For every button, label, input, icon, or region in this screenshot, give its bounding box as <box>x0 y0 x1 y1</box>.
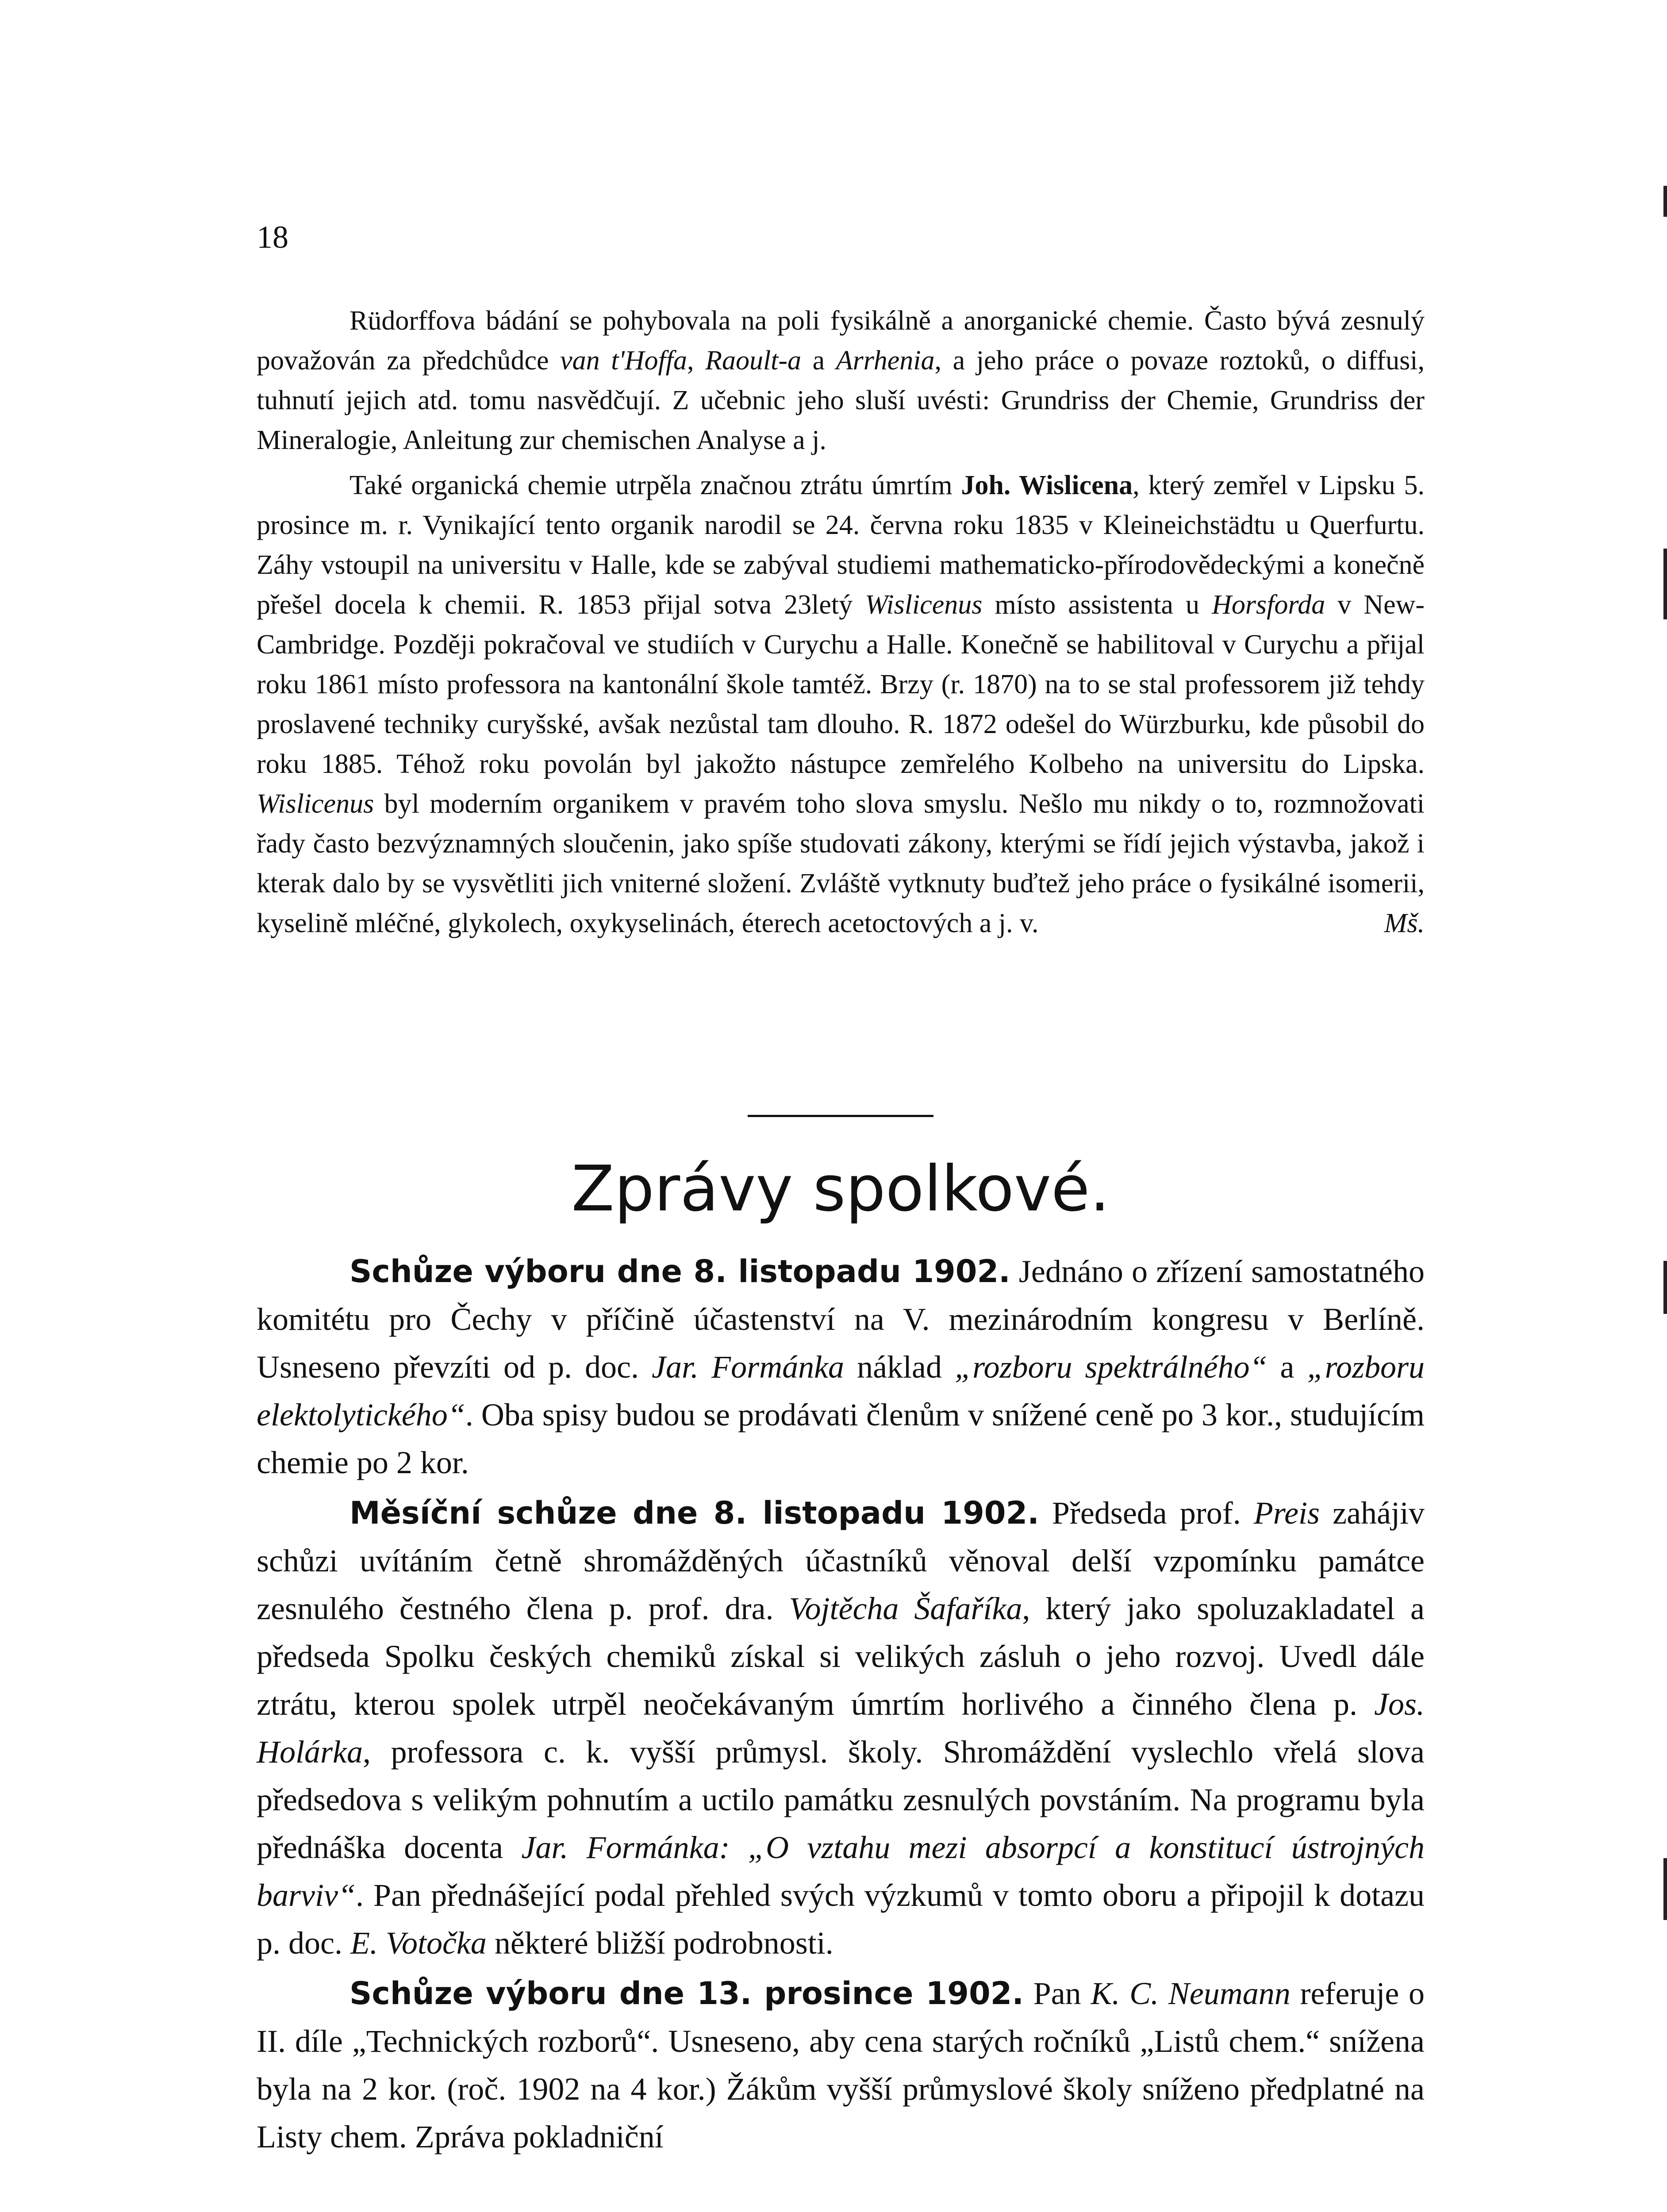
name-arrhenius: Arrhenia <box>836 346 935 376</box>
section-divider <box>748 1115 933 1117</box>
report-heading: Měsíční schůze dne 8. listopadu 1902. <box>350 1495 1039 1531</box>
name-vant-hoff: van t'Hoffa <box>560 346 687 376</box>
author-signature: Mš. <box>1384 908 1425 938</box>
society-reports <box>257 1248 1425 2163</box>
paragraph-rudorff: Rüdorffova bádání se pohybovala na poli fysikálně a anorganické chemie. Často bývá zesnulý považován za předchůdce van t'Hoffa, Raoult-a a Arrhenia, a jeho práce o povaze roztoků, o diffusi, tuhnutí jejich atd. tomu nasvědčují. Z učebnic jeho sluší uvésti: Grundriss der Chemie, Grundriss der Mineralogie, Anleitung zur chemischen Analyse a j. <box>257 306 1425 455</box>
scan-edge-mark <box>1663 549 1667 619</box>
scan-edge-mark <box>1663 1261 1667 1314</box>
article-obituary <box>257 301 1425 949</box>
name-horsford: Horsforda <box>1212 590 1325 620</box>
scan-edge-mark <box>1663 186 1667 217</box>
report-monthly-nov: Měsíční schůze dne 8. listopadu 1902. Předseda prof. Preis zahájiv schůzi uvítáním četně shromážděných účastníků věnoval delší vzpomínku památce zesnulého čestného člena p. prof. dra. Vojtěcha Šafaříka, který jako spoluzakladatel a předseda Spolku českých chemiků získal si velikých zásluh o jeho rozvoj. Uvedl dále ztrátu, kterou spolek utrpěl neočekávaným úmrtím horlivého a činného člena p. Jos. Holárka, professora c. k. vyšší průmysl. školy. Shromáždění vyslechlo vřelá slova předsedova s velikým pohnutím a uctilo památku zesnulých povstáním. Na programu byla přednáška docenta Jar. Formánka: „O vztahu mezi absorpcí a konstitucí ústrojných barviv“. Pan přednášející podal přehled svých výzkumů v tomto oboru a připojil k dotazu p. doc. E. Votočka některé bližší podrobnosti. <box>257 1495 1425 1961</box>
report-heading: Schůze výboru dne 8. listopadu 1902. <box>350 1253 1010 1290</box>
section-title: Zprávy spolkové. <box>571 1152 1110 1225</box>
paragraph-wislicenus: Také organická chemie utrpěla značnou ztrátu úmrtím Joh. Wislicena, který zemřel v Lipsku 5. prosince m. r. Vynikající tento organik narodil se 24. června roku 1835 v Kleineichstädtu u Querfurtu. Záhy vstoupil na universitu v Halle, kde se zabýval studiemi mathematicko-přírodovědeckými a konečně přešel docela k chemii. R. 1853 přijal sotva 23letý Wislicenus místo assistenta u Horsforda v New-Cambridge. Později pokračoval ve studiích v Curychu a Halle. Konečně se habilitoval v Curychu a přijal roku 1861 místo professora na kantonální škole tamtéž. Brzy (r. 1870) na to se stal professorem již tehdy proslavené techniky curyšské, avšak nezůstal tam dlouho. R. 1872 odešel do Würzburku, kde působil do roku 1885. Téhož roku povolán byl jakožto nástupce zemřelého Kolbeho na universitu do Lipska. Wislicenus byl moderním organikem v pravém toho slova smyslu. Nešlo mu nikdy o to, rozmnožovati řady často bezvýznamných sloučenin, jako spíše studovati zákony, kterými se řídí jejich výstavba, jakož i kterak dalo by se vysvětliti jich vniterné složení. Zvláště vytknuty buďtež jeho práce o fysikálné isomerii, kyselině mléčné, glykolech, oxykyselinách, éterech acetoctových a j. v. Mš. <box>257 465 1425 943</box>
scan-edge-mark <box>1663 1858 1667 1920</box>
report-committee-dec: Schůze výboru dne 13. prosince 1902. Pan K. C. Neumann referuje o II. díle „Technických rozborů“. Usneseno, aby cena starých ročníků „Listů chem.“ snížena byla na 2 kor. (roč. 1902 na 4 kor.) Žákům vyšší průmyslové školy sníženo předplatné na Listy chem. Zpráva pokladniční <box>257 1975 1425 2154</box>
name-wislicenus-bold: Joh. Wislicena <box>961 470 1133 500</box>
page-number: 18 <box>257 219 288 255</box>
report-heading: Schůze výboru dne 13. prosince 1902. <box>350 1975 1024 2012</box>
report-committee-nov: Schůze výboru dne 8. listopadu 1902. Jednáno o zřízení samostatného komitétu pro Čechy v příčině účastenství na V. mezinárodním kongresu v Berlíně. Usneseno převzíti od p. doc. Jar. Formánka náklad „rozboru spektrálného“ a „rozboru elektolytického“. Oba spisy budou se prodávati členům v snížené ceně po 3 kor., studujícím chemie po 2 kor. <box>257 1253 1425 1480</box>
name-raoult: Raoult-a <box>705 346 802 376</box>
